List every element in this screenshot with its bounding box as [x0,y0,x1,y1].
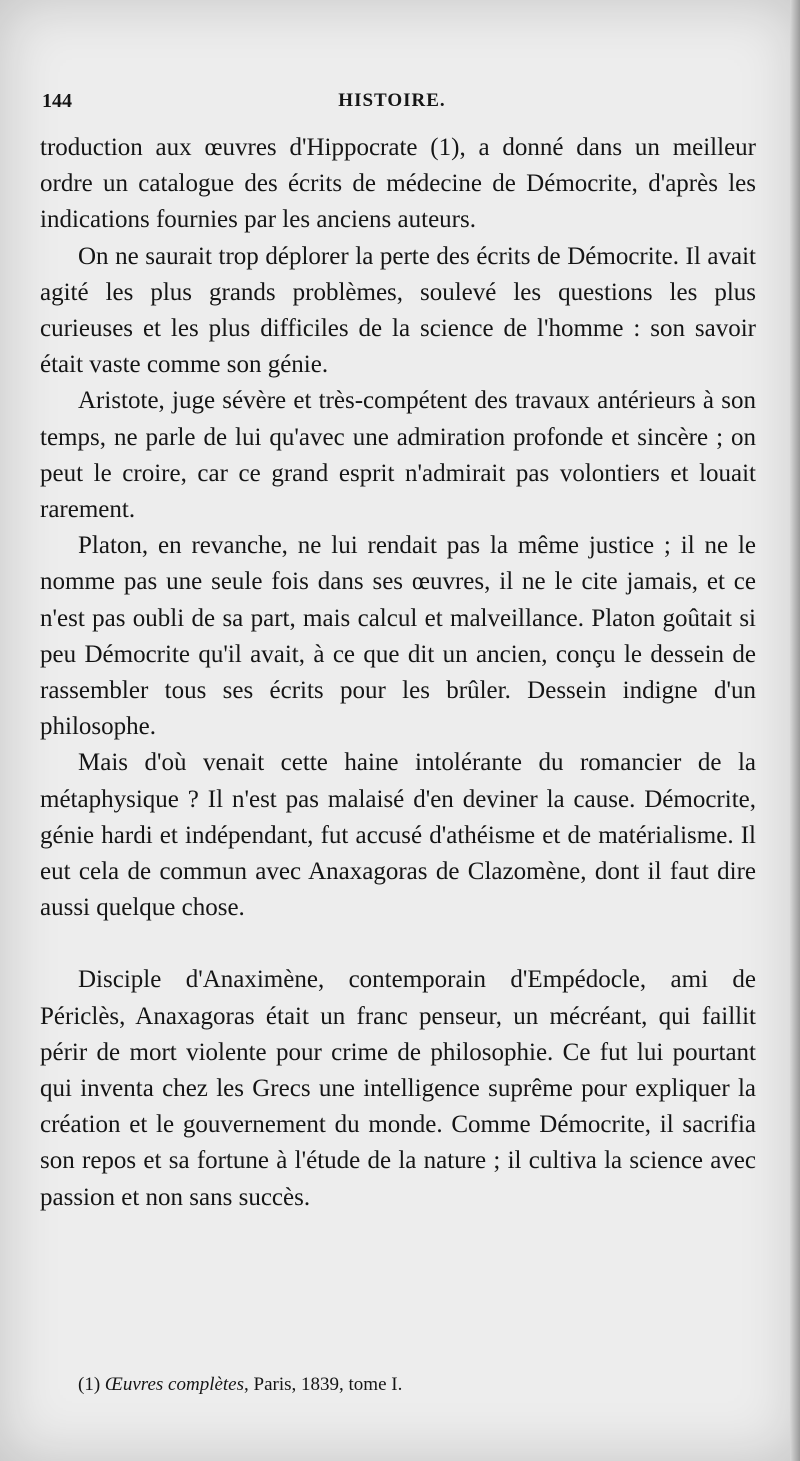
page-number: 144 [42,90,72,112]
paragraph-4: Platon, en revanche, ne lui rendait pas la même justice ; il ne le nomme pas une seule fois dans ses œuvres, il ne le cite jamais, et ce n'est pas oubli de sa part, mais calcul et malveillance. Platon goûtait si peu Démocrite qu'il avait, à ce que dit un ancien, conçu le dessein de rassembler tous ses écrits pour les brûler. Dessein indigne d'un philosophe. [40,532,756,741]
paragraph-5: Mais d'où venait cette haine intolérante du romancier de la métaphysique ? Il n'est pas malaisé d'en deviner la cause. Démocrite, génie hardi et indépendant, fut accusé d'athéisme et de matérialisme. Il eut cela de commun avec Anaxagoras de Clazomène, dont il faut dire aussi quelque chose. [40,749,756,922]
page-header [42,90,742,114]
page-edge [790,0,800,1461]
footnote-rest: , Paris, 1839, tome I. [244,1374,403,1395]
paragraph-6: Disciple d'Anaximène, contemporain d'Empédocle, ami de Périclès, Anaxagoras était un franc penseur, un mécréant, qui faillit périr de mort violente pour crime de philosophie. Ce fut lui pourtant qui inventa chez les Grecs une intelligence suprême pour expliquer la création et le gouvernement du monde. Comme Démocrite, il sacrifia son repos et sa fortune à l'étude de la nature ; il cultiva la science avec passion et non sans succès. [40,966,756,1211]
paragraph-2: On ne saurait trop déplorer la perte des écrits de Démocrite. Il avait agité les plus grands problèmes, soulevé les questions les plus curieuses et les plus difficiles de la science de l'homme : son savoir était vaste comme son génie. [40,242,756,379]
footnote-marker: (1) [78,1374,101,1395]
body-text [40,130,756,1216]
footnote [78,1372,758,1398]
running-head: HISTOIRE. [338,90,446,111]
paragraph-1: troduction aux œuvres d'Hippocrate (1), a donné dans un meilleur ordre un catalogue des écrits de médecine de Démocrite, d'après les indications fournies par les anciens auteurs. [40,134,756,234]
paragraph-3: Aristote, juge sévère et très-compétent des travaux antérieurs à son temps, ne parle de lui qu'avec une admiration profonde et sincère ; on peut le croire, car ce grand esprit n'admirait pas volontiers et louait rarement. [40,387,756,524]
footnote-title: Œuvres complètes [104,1374,245,1395]
